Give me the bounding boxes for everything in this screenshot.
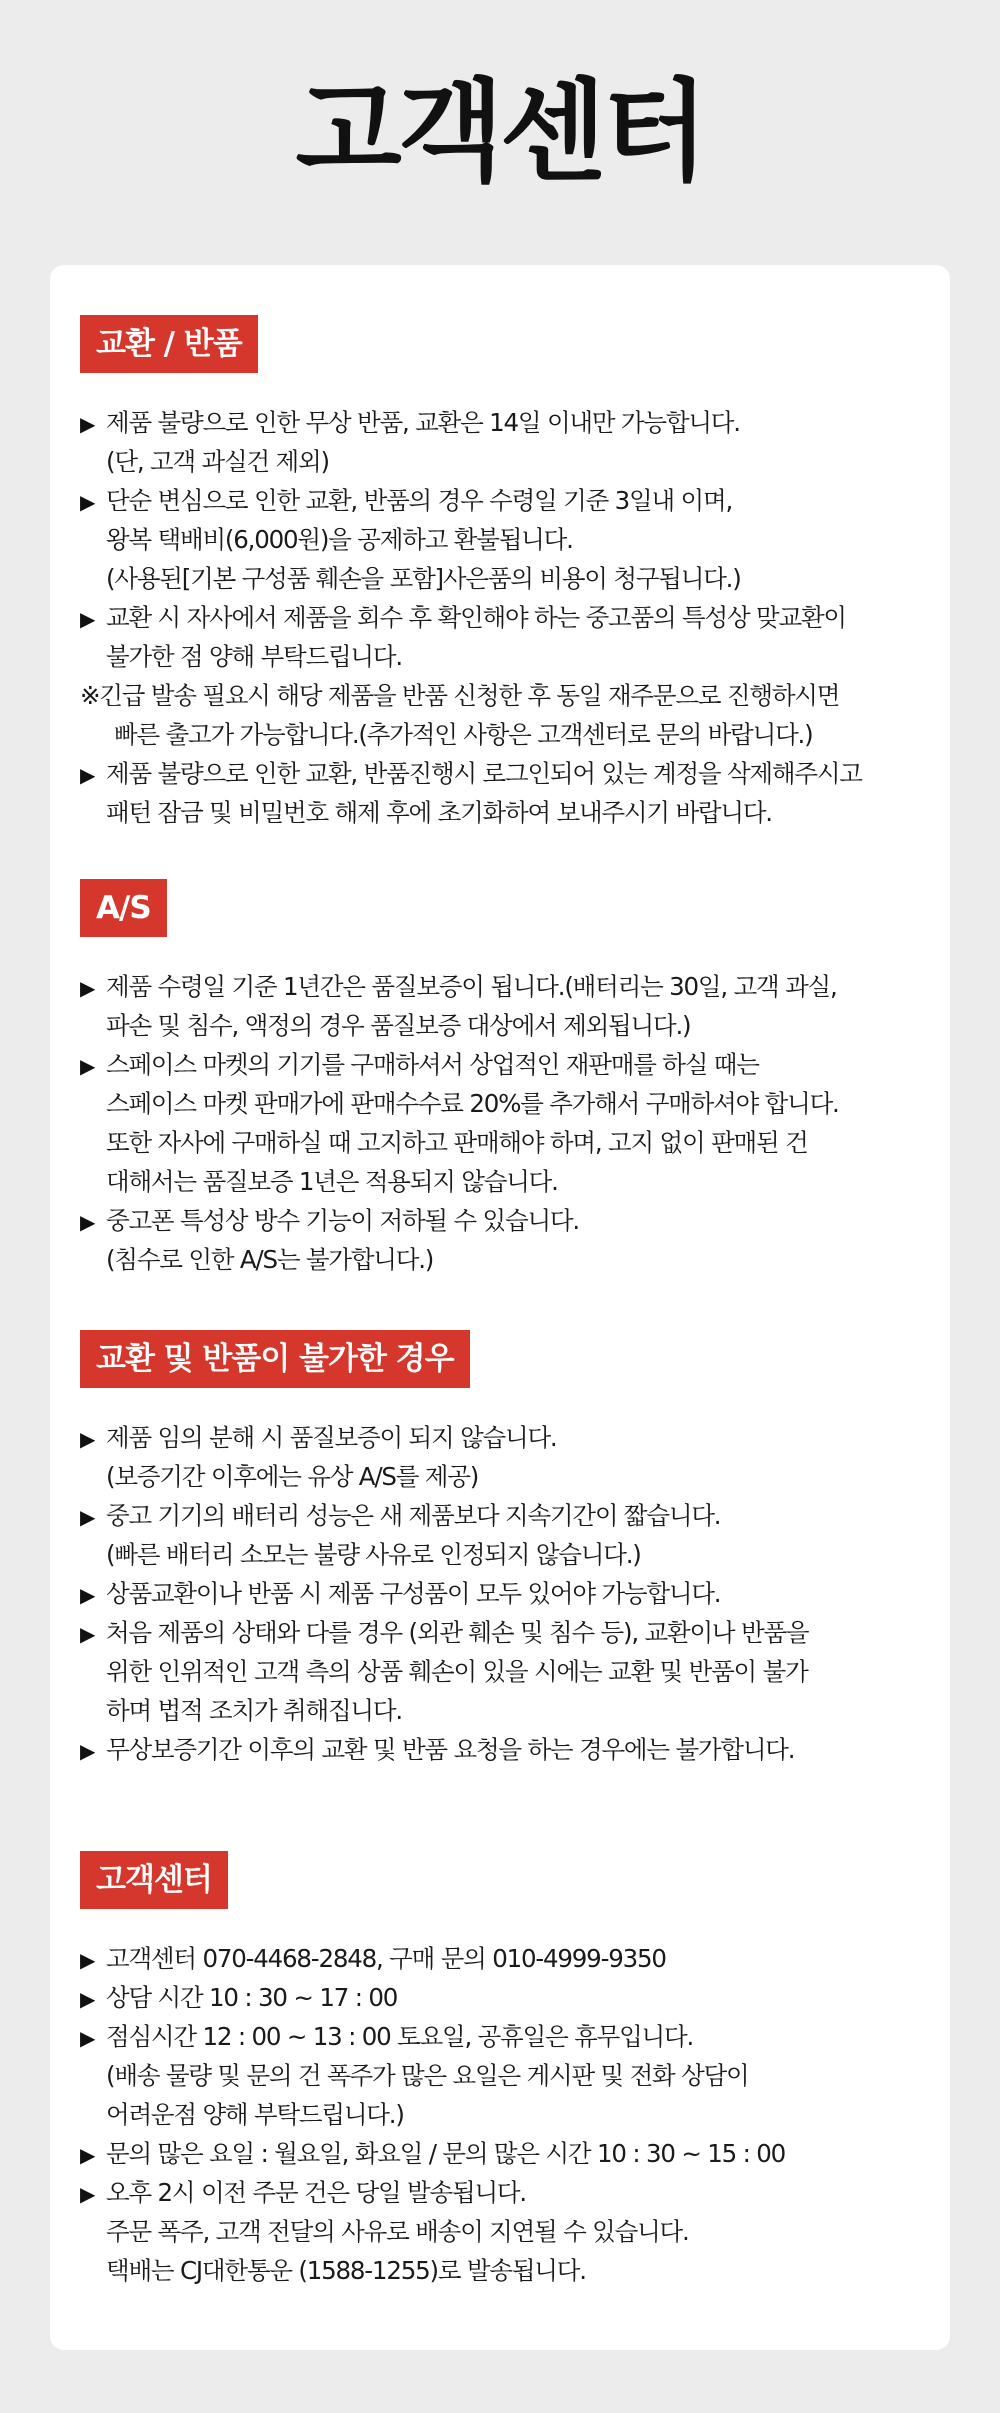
triangle-bullet-icon: ▶: [80, 1987, 95, 2011]
list-item: [80, 1496, 920, 1535]
list-item-text: 처음 제품의 상태와 다를 경우 (외관 훼손 및 침수 등), 교환이나 반품을: [106, 1618, 809, 1647]
list-item: [80, 2134, 920, 2173]
list-item: [80, 637, 920, 676]
list-item: [80, 1162, 920, 1201]
triangle-bullet-icon: ▶: [80, 1583, 95, 1607]
section-header: A/S: [80, 879, 167, 937]
list-item-text: 중고폰 특성상 방수 기능이 저하될 수 있습니다.: [106, 1206, 579, 1235]
list-item: [80, 1652, 920, 1691]
triangle-bullet-icon: ▶: [80, 2026, 95, 2050]
list-item-text: 택배는 CJ대한통운 (1588-1255)로 발송됩니다.: [106, 2256, 586, 2285]
list-item-text: (보증기간 이후에는 유상 A/S를 제공): [106, 1462, 479, 1491]
list-item: [80, 1045, 920, 1084]
list-item: [80, 403, 920, 442]
section-header: 교환 / 반품: [80, 315, 258, 373]
list-item: [80, 2095, 920, 2134]
list-item-text: 제품 불량으로 인한 무상 반품, 교환은 14일 이내만 가능합니다.: [106, 408, 740, 437]
triangle-bullet-icon: ▶: [80, 2182, 95, 2206]
triangle-bullet-icon: ▶: [80, 1054, 95, 1078]
list-item-text: (빠른 배터리 소모는 불량 사유로 인정되지 않습니다.): [106, 1540, 641, 1569]
list-item-text: 교환 시 자사에서 제품을 회수 후 확인해야 하는 중고품의 특성상 맞교환이: [106, 603, 846, 632]
list-item: [80, 2251, 920, 2290]
list-item: [80, 1978, 920, 2017]
list-item-text: 스페이스 마켓의 기기를 구매하셔서 상업적인 재판매를 하실 때는: [106, 1050, 759, 1079]
list-item: [80, 1613, 920, 1652]
triangle-bullet-icon: ▶: [80, 490, 95, 514]
list-item-text: 오후 2시 이전 주문 건은 당일 발송됩니다.: [106, 2178, 526, 2207]
triangle-bullet-icon: ▶: [80, 1505, 95, 1529]
list-item: [80, 1939, 920, 1978]
list-item: [80, 1006, 920, 1045]
triangle-bullet-icon: ▶: [80, 1210, 95, 1234]
list-item-text: 왕복 택배비(6,000원)을 공제하고 환불됩니다.: [106, 525, 573, 554]
list-item-text: 어려운점 양해 부탁드립니다.): [106, 2100, 404, 2129]
section-lines: [80, 1939, 920, 2290]
triangle-bullet-icon: ▶: [80, 2143, 95, 2167]
list-item-text: (침수로 인한 A/S는 불가합니다.): [106, 1245, 434, 1274]
list-item-text: 파손 및 침수, 액정의 경우 품질보증 대상에서 제외됩니다.): [106, 1011, 691, 1040]
section-customer-center: [80, 1851, 920, 2290]
list-item-text: 제품 수령일 기준 1년간은 품질보증이 됩니다.(배터리는 30일, 고객 과실,: [106, 972, 837, 1001]
section-header: 고객센터: [80, 1851, 228, 1909]
list-item-text: 제품 불량으로 인한 교환, 반품진행시 로그인되어 있는 계정을 삭제해주시고: [106, 759, 862, 788]
list-item-text: 또한 자사에 구매하실 때 고지하고 판매해야 하며, 고지 없이 판매된 건: [106, 1128, 808, 1157]
list-item-text: 주문 폭주, 고객 전달의 사유로 배송이 지연될 수 있습니다.: [106, 2217, 689, 2246]
list-item: [80, 676, 920, 715]
list-item: [80, 793, 920, 832]
section-header: 교환 및 반품이 불가한 경우: [80, 1330, 470, 1388]
list-item: [80, 1457, 920, 1496]
list-item: [80, 2056, 920, 2095]
list-item-text: 상담 시간 10 : 30 ~ 17 : 00: [106, 1983, 398, 2012]
list-item-text: 무상보증기간 이후의 교환 및 반품 요청을 하는 경우에는 불가합니다.: [106, 1735, 795, 1764]
list-item-text: 단순 변심으로 인한 교환, 반품의 경우 수령일 기준 3일내 이며,: [106, 486, 733, 515]
list-item-text: 불가한 점 양해 부탁드립니다.: [106, 642, 402, 671]
triangle-bullet-icon: ▶: [80, 607, 95, 631]
notice-card: [50, 265, 950, 2350]
list-item: [80, 481, 920, 520]
list-item: [80, 1084, 920, 1123]
list-item: [80, 2017, 920, 2056]
triangle-bullet-icon: ▶: [80, 1427, 95, 1451]
list-item-text: 위한 인위적인 고객 측의 상품 훼손이 있을 시에는 교환 및 반품이 불가: [106, 1657, 808, 1686]
list-item-text: (배송 물량 및 문의 건 폭주가 많은 요일은 게시판 및 전화 상담이: [106, 2061, 749, 2090]
triangle-bullet-icon: ▶: [80, 763, 95, 787]
list-item: [80, 715, 920, 754]
section-lines: [80, 967, 920, 1279]
list-item-text: 대해서는 품질보증 1년은 적용되지 않습니다.: [106, 1167, 558, 1196]
list-item-text: 중고 기기의 배터리 성능은 새 제품보다 지속기간이 짧습니다.: [106, 1501, 721, 1530]
list-item-text: 상품교환이나 반품 시 제품 구성품이 모두 있어야 가능합니다.: [106, 1579, 721, 1608]
section-lines: [80, 403, 920, 832]
list-item-text: 하며 법적 조치가 취해집니다.: [106, 1696, 402, 1725]
list-item: [80, 1123, 920, 1162]
list-item: [80, 1535, 920, 1574]
list-item: [80, 559, 920, 598]
list-item-text: 고객센터 070-4468-2848, 구매 문의 010-4999-9350: [106, 1944, 666, 1973]
list-item-text: 문의 많은 요일 : 월요일, 화요일 / 문의 많은 시간 10 : 30 ~ 15 : 00: [106, 2139, 786, 2168]
list-item-text: 패턴 잠금 및 비밀번호 해제 후에 초기화하여 보내주시기 바랍니다.: [106, 798, 772, 827]
list-item: [80, 1691, 920, 1730]
triangle-bullet-icon: ▶: [80, 1948, 95, 1972]
list-item: [80, 1574, 920, 1613]
triangle-bullet-icon: ▶: [80, 1739, 95, 1763]
list-item: [80, 967, 920, 1006]
list-item: [80, 2173, 920, 2212]
section-lines: [80, 1418, 920, 1769]
section-not-allowed: [80, 1330, 920, 1769]
section-exchange-return: [80, 315, 920, 832]
triangle-bullet-icon: ▶: [80, 412, 95, 436]
list-item-text: ※긴급 발송 필요시 해당 제품을 반품 신청한 후 동일 재주문으로 진행하시면: [80, 681, 840, 710]
list-item: [80, 1240, 920, 1279]
list-item-text: 제품 임의 분해 시 품질보증이 되지 않습니다.: [106, 1423, 557, 1452]
list-item: [80, 2212, 920, 2251]
list-item-text: 스페이스 마켓 판매가에 판매수수료 20%를 추가해서 구매하셔야 합니다.: [106, 1089, 839, 1118]
list-item-text: (단, 고객 과실건 제외): [106, 447, 329, 476]
triangle-bullet-icon: ▶: [80, 976, 95, 1000]
list-item-text: 점심시간 12 : 00 ~ 13 : 00 토요일, 공휴일은 휴무입니다.: [106, 2022, 694, 2051]
list-item-text: 빠른 출고가 가능합니다.(추가적인 사항은 고객센터로 문의 바랍니다.): [114, 720, 813, 749]
triangle-bullet-icon: ▶: [80, 1622, 95, 1646]
list-item: [80, 1730, 920, 1769]
page-title: 고객센터: [295, 68, 705, 196]
list-item: [80, 1201, 920, 1240]
list-item: [80, 754, 920, 793]
list-item: [80, 598, 920, 637]
list-item: [80, 520, 920, 559]
list-item: [80, 1418, 920, 1457]
list-item-text: (사용된[기본 구성품 훼손을 포함]사은품의 비용이 청구됩니다.): [106, 564, 741, 593]
section-as: [80, 879, 920, 1279]
list-item: [80, 442, 920, 481]
